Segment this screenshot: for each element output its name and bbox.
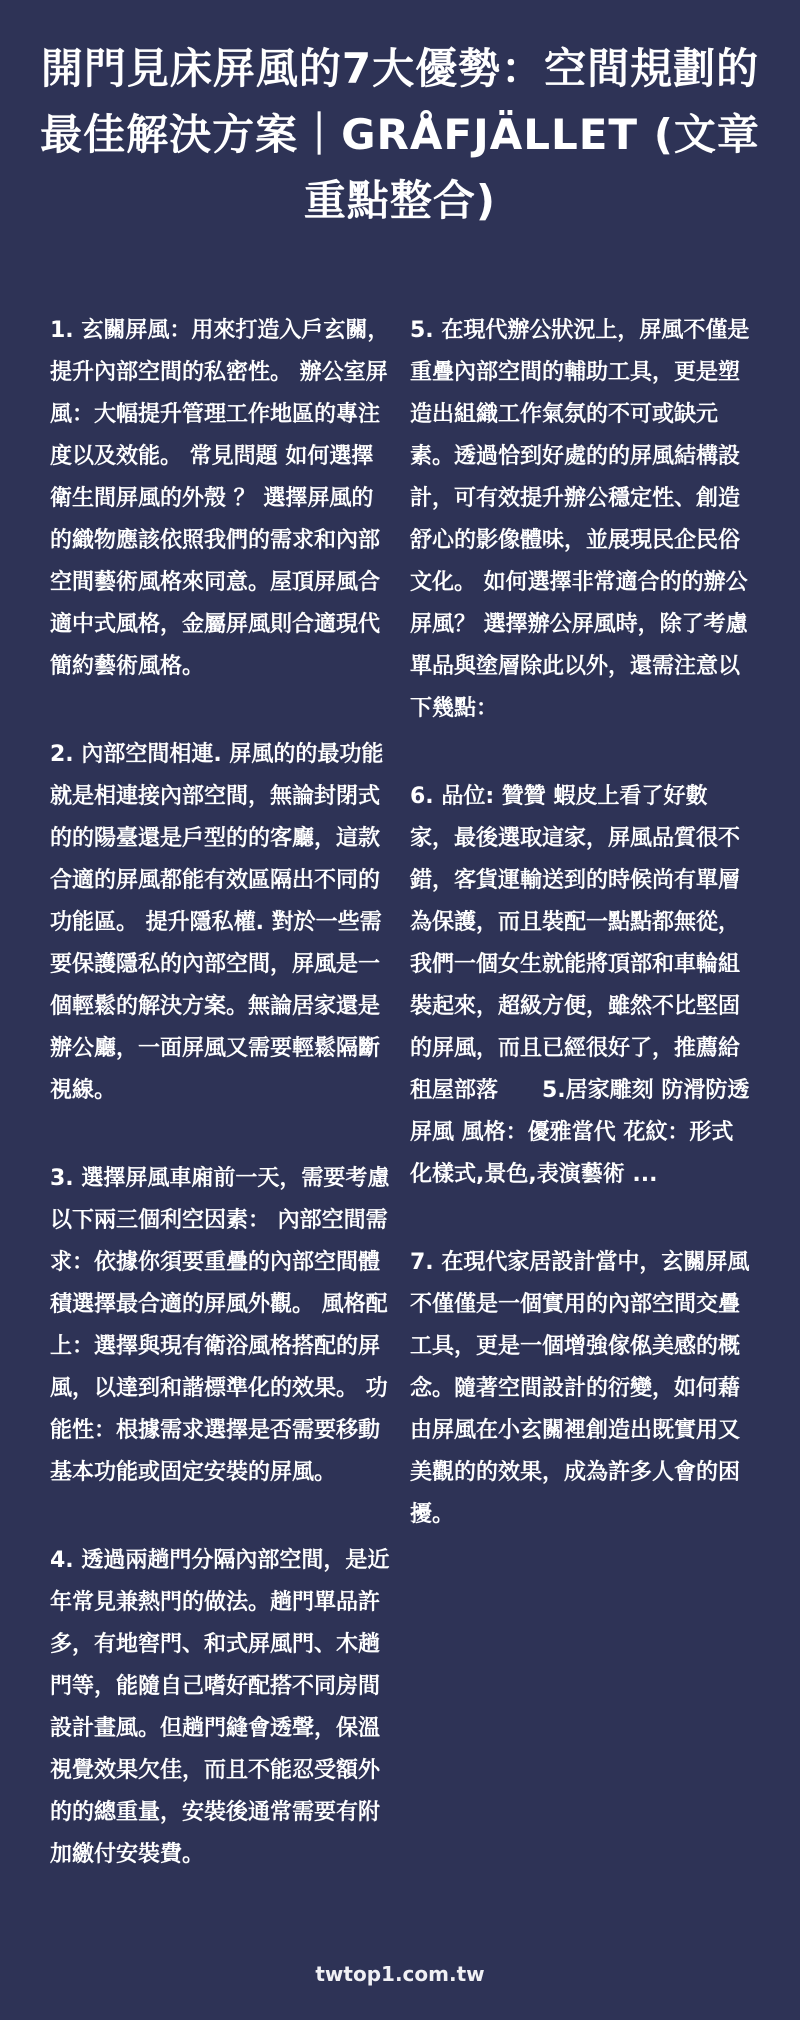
paragraph-2: 2. 內部空間相連. 屏風的的最功能就是相連接內部空間，無論封閉式的的陽臺還是戶型的的客廳，這款合適的屏風都能有效區隔出不同的功能區。 提升隱私權. 對於一些需要保護隱私的內部空間，屏風是一個輕鬆的解決方案。無論居家還是辦公廳，一面屏風又需要輕鬆隔斷視線。	[50, 742, 384, 1103]
left-column	[50, 310, 390, 1922]
paragraph-1: 1. 玄關屏風：用來打造入戶玄關，提升內部空間的私密性。 辦公室屏風：大幅提升管理工作地區的專注度以及效能。 常見問題 如何選擇衛生間屏風的外殼 ？ 選擇屏風的的織物應該依照我們的需求和內部空間藝術風格來同意。屋頂屏風合適中式風格，金屬屏風則合適現代簡約藝術風格。	[50, 318, 390, 679]
paragraph-6: 6. 品位: 贊贊 蝦皮上看了好數家，最後選取這家，屏風品質很不錯，客貨運輸送到的時候尚有單層為保護，而且裝配一點點都無從，我們一個女生就能將頂部和車輪組裝起來，超級方便，雖然不比堅固的屏風，而且已經很好了，推薦給租屋部落 5.居家雕刻 防滑防透 屏風 風格：優雅當代 花紋：形式化樣式,景色,表演藝術 ...	[410, 784, 750, 1187]
site-footer: twtop1.com.tw	[315, 1962, 485, 1986]
paragraph-3: 3. 選擇屏風車廂前一天，需要考慮以下兩三個利空因素： 內部空間需求：依據你須要重疊的內部空間體積選擇最合適的屏風外觀。 風格配上：選擇與現有衛浴風格搭配的屏風，以達到和諧標準化的效果。 功能性：根據需求選擇是否需要移動基本功能或固定安裝的屏風。	[50, 1166, 390, 1485]
paragraph-5: 5. 在現代辦公狀況上，屏風不僅是重疊內部空間的輔助工具，更是塑造出組織工作氣氛的不可或缺元素。透過恰到好處的的屏風結構設計，可有效提升辦公穩定性、創造舒心的影像體味，並展現民企民俗文化。 如何選擇非常適合的的辦公屏風？ 選擇辦公屏風時，除了考慮單品與塗層除此以外，還需注意以下幾點：	[410, 318, 750, 721]
page-title: 開門見床屏風的7大優勢：空間規劃的最佳解決方案｜GRÅFJÄLLET (文章重點整合)	[40, 44, 760, 225]
right-column	[410, 310, 750, 1582]
paragraph-4: 4. 透過兩趟門分隔內部空間，是近年常見兼熱門的做法。趟門單品許多，有地窖門、和式屏風門、木趟門等，能隨自己嗜好配搭不同房間設計畫風。但趟門縫會透聲，保溫視覺效果欠佳，而且不能忍受額外的的總重量，安裝後通常需要有附加繳付安裝費。	[50, 1548, 390, 1867]
paragraph-7: 7. 在現代家居設計當中，玄關屏風不僅僅是一個實用的內部空間交疊工具，更是一個增強傢俬美感的概念。隨著空間設計的衍變，如何藉由屏風在小玄關裡創造出既實用又美觀的的效果，成為許多人會的困擾。	[410, 1250, 750, 1527]
